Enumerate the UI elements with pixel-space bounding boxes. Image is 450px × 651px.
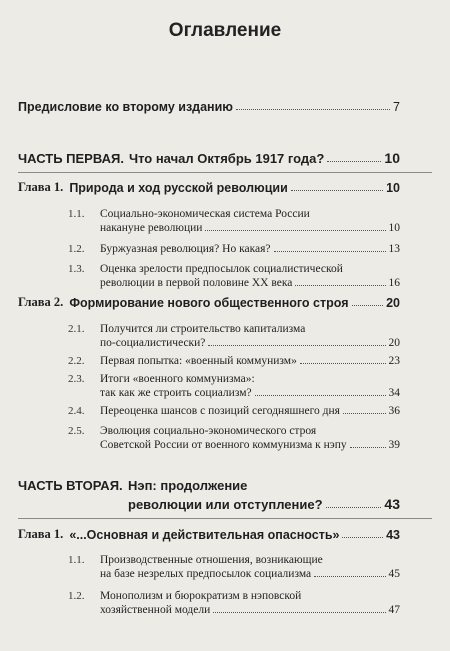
toc-entry-2-2[interactable]	[68, 354, 400, 368]
page-number: 16	[388, 277, 400, 289]
entry-text-line1: Итоги «военного коммунизма»:	[100, 373, 255, 385]
entry-text-line2: хозяйственной модели	[100, 604, 211, 616]
section-number: 2.3.	[68, 373, 85, 385]
entry-text-line1: Монополизм и бюрократизм в нэповской	[100, 590, 302, 602]
entry-text: Что начал Октябрь 1917 года?	[128, 151, 325, 166]
page-number: 36	[388, 405, 400, 417]
toc-entry-2-4[interactable]	[68, 404, 400, 418]
toc-entry-part2-chapter-1[interactable]	[18, 527, 400, 542]
entry-text-line2: по-социалистически?	[100, 337, 206, 349]
entry-text-line2: на базе незрелых предпосылок социализма	[100, 568, 312, 580]
page-number: 10	[386, 181, 400, 195]
entry-text-line2: так как же строить социализм?	[100, 387, 252, 399]
toc-entry-2-5[interactable]	[68, 424, 400, 452]
page-number: 39	[388, 439, 400, 451]
part-label: ЧАСТЬ ПЕРВАЯ.	[18, 151, 124, 166]
divider	[18, 172, 432, 173]
page-number: 10	[388, 222, 400, 234]
entry-text-line2: революции или отступление?	[128, 497, 323, 512]
entry-text: Первая попытка: «военный коммунизм»	[100, 355, 297, 367]
dot-leader	[213, 612, 385, 613]
toc-entry-part2-1-1[interactable]	[68, 553, 400, 581]
toc-entry-1-2[interactable]	[68, 242, 400, 256]
section-number: 1.1.	[68, 208, 85, 220]
page-number: 45	[388, 568, 400, 580]
entry-text: Природа и ход русской революции	[69, 181, 288, 195]
entry-text: Формирование нового общественного строя	[69, 296, 349, 310]
entry-text-line1: Нэп: продолжение	[128, 478, 248, 493]
divider	[18, 518, 432, 519]
dot-leader	[291, 190, 383, 191]
toc-entry-1-3[interactable]	[68, 262, 400, 290]
entry-text: Буржуазная революция? Но какая?	[100, 243, 271, 255]
section-number: 2.1.	[68, 323, 85, 335]
page-number: 47	[388, 604, 400, 616]
dot-leader	[350, 447, 386, 448]
toc-entry-preface[interactable]	[18, 100, 400, 114]
chapter-label: Глава 1.	[18, 180, 64, 194]
page-number: 13	[388, 243, 400, 255]
entry-text-line2: Советской России от военного коммунизма к нэпу	[100, 439, 347, 451]
entry-text-line2: накануне революции	[100, 222, 203, 234]
section-number: 2.2.	[68, 355, 85, 367]
dot-leader	[352, 305, 384, 306]
page-number: 43	[386, 528, 400, 542]
entry-text-line1: Производственные отношения, возникающие	[100, 554, 323, 566]
entry-text: «...Основная и действительная опасность»	[69, 528, 340, 542]
toc-entry-part-2[interactable]	[18, 478, 400, 512]
toc-entry-2-3[interactable]	[68, 372, 400, 400]
dot-leader	[342, 537, 383, 538]
section-number: 1.3.	[68, 263, 85, 275]
toc-entry-part2-1-2[interactable]	[68, 589, 400, 617]
toc-entry-chapter-1[interactable]	[18, 180, 400, 195]
entry-text-line2: революции в первой половине XX века	[100, 277, 293, 289]
dot-leader	[274, 251, 386, 252]
page-number: 7	[393, 100, 400, 114]
page-number: 20	[386, 296, 400, 310]
section-number: 1.1.	[68, 554, 85, 566]
dot-leader	[326, 507, 382, 508]
entry-text: Переоценка шансов с позиций сегодняшнего дня	[100, 405, 340, 417]
entry-text-line1: Эволюция социально-экономического строя	[100, 425, 317, 437]
page-number: 34	[388, 387, 400, 399]
toc-entry-2-1[interactable]	[68, 322, 400, 350]
dot-leader	[327, 161, 381, 162]
page-number: 23	[388, 355, 400, 367]
entry-text-line1: Социально-экономическая система России	[100, 208, 310, 220]
dot-leader	[255, 395, 386, 396]
page-number: 20	[388, 337, 400, 349]
section-number: 2.4.	[68, 405, 85, 417]
section-number: 2.5.	[68, 425, 85, 437]
dot-leader	[205, 230, 385, 231]
dot-leader	[300, 363, 386, 364]
page-title: Оглавление	[168, 20, 282, 41]
dot-leader	[295, 285, 385, 286]
dot-leader	[314, 576, 385, 577]
chapter-label: Глава 1.	[18, 527, 64, 541]
section-number: 1.2.	[68, 590, 85, 602]
toc-entry-1-1[interactable]	[68, 207, 400, 235]
toc-entry-chapter-2[interactable]	[18, 295, 400, 310]
entry-text-line1: Оценка зрелости предпосылок социалистической	[100, 263, 343, 275]
toc-entry-part-1[interactable]	[18, 150, 400, 166]
section-number: 1.2.	[68, 243, 85, 255]
dot-leader	[343, 413, 386, 414]
entry-text-line1: Получится ли строительство капитализма	[100, 323, 306, 335]
dot-leader	[236, 109, 390, 110]
chapter-label: Глава 2.	[18, 295, 64, 309]
page-number: 10	[384, 150, 400, 166]
page-number: 43	[384, 496, 400, 512]
part-label: ЧАСТЬ ВТОРАЯ.	[18, 478, 123, 493]
entry-text: Предисловие ко второму изданию	[18, 100, 233, 114]
dot-leader	[208, 345, 385, 346]
